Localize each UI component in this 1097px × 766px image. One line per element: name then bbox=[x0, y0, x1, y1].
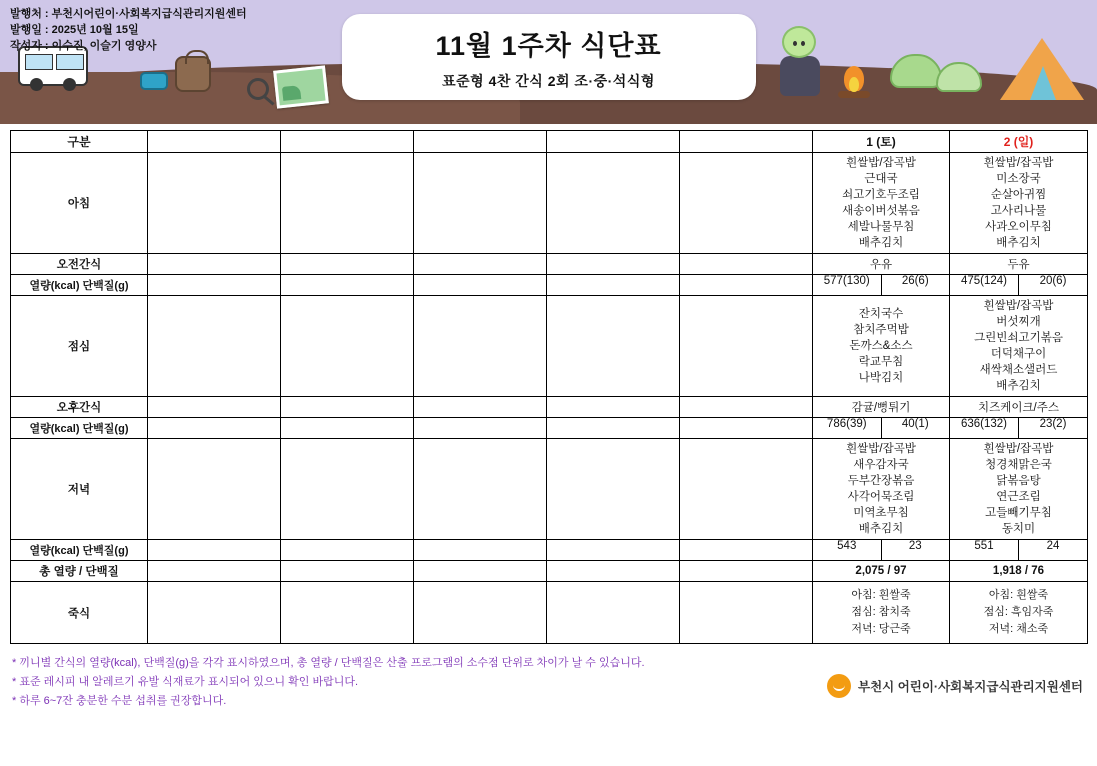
lunch-sunday: 흰쌀밥/잡곡밥 버섯찌개 그린빈쇠고기볶음 더덕채구이 새싹채소샐러드 배추김치 bbox=[950, 296, 1088, 397]
kcal-saturday-dinner bbox=[813, 540, 950, 561]
breakfast-saturday: 흰쌀밥/잡곡밥 근대국 쇠고기호두조림 새송이버섯볶음 세발나물무침 배추김치 bbox=[813, 153, 950, 254]
total-blank-3 bbox=[414, 561, 547, 582]
title-box bbox=[342, 14, 756, 100]
page-title: 11월 1주차 식단표 bbox=[435, 30, 662, 61]
morning-snack-blank-5 bbox=[680, 254, 813, 275]
magnifier-icon bbox=[247, 78, 269, 100]
kcal-blank-3c bbox=[414, 540, 547, 561]
row-total bbox=[11, 561, 1088, 582]
breakfast-blank-4 bbox=[547, 153, 680, 254]
kcal-sunday-breakfast bbox=[950, 275, 1088, 296]
footer-note-1: * 끼니별 간식의 열량(kcal), 단백질(g)을 각각 표시하였으며, 총 열량 / 단백질은 산출 프로그램의 소수점 단위로 차이가 날 수 있습니다. bbox=[12, 657, 645, 669]
campfire-icon bbox=[838, 58, 870, 98]
row-lunch bbox=[11, 296, 1088, 397]
footer-note-2: * 표준 레시피 내 알레르기 유발 식재료가 표시되어 있으니 확인 바랍니다. bbox=[12, 676, 359, 688]
afternoon-snack-blank-3 bbox=[414, 397, 547, 418]
lunch-blank-4 bbox=[547, 296, 680, 397]
breakfast-blank-1 bbox=[148, 153, 281, 254]
page-subtitle: 표준형 4찬 간식 2회 조·중·석식형 bbox=[442, 72, 655, 89]
turtle-icon-1 bbox=[890, 54, 942, 88]
morning-snack-blank-2 bbox=[281, 254, 414, 275]
photo-icon bbox=[273, 65, 329, 108]
kcal-sat-lunch-value: 786(39) bbox=[813, 418, 882, 438]
kcal-blank-3b bbox=[281, 540, 414, 561]
total-blank-5 bbox=[680, 561, 813, 582]
breakfast-blank-3 bbox=[414, 153, 547, 254]
afternoon-snack-blank-5 bbox=[680, 397, 813, 418]
protein-sat-dinner-value: 23 bbox=[908, 540, 922, 552]
afternoon-snack-blank-4 bbox=[547, 397, 680, 418]
row-afternoon-snack bbox=[11, 397, 1088, 418]
morning-snack-blank-3 bbox=[414, 254, 547, 275]
kcal-blank-2a bbox=[148, 418, 281, 439]
row-morning-snack bbox=[11, 254, 1088, 275]
label-afternoon-snack: 오후간식 bbox=[11, 397, 148, 418]
label-dinner: 저녁 bbox=[11, 439, 148, 540]
kcal-saturday-breakfast bbox=[813, 275, 950, 296]
kcal-sun-bf-value: 475(124) bbox=[950, 275, 1019, 295]
water-bottle-icon bbox=[140, 72, 168, 90]
child-illustration bbox=[778, 26, 822, 100]
kcal-sun-lunch-value: 636(132) bbox=[950, 418, 1019, 438]
brand-name: 부천시 어린이·사회복지급식관리지원센터 bbox=[858, 680, 1083, 694]
header-col-blank-5 bbox=[680, 131, 813, 153]
publication-info bbox=[10, 6, 247, 54]
dinner-saturday: 흰쌀밥/잡곡밥 새우감자국 두부간장볶음 사각어묵조림 미역초무침 배추김치 bbox=[813, 439, 950, 540]
dinner-blank-3 bbox=[414, 439, 547, 540]
kcal-blank-1b bbox=[281, 275, 414, 296]
porridge-blank-2 bbox=[281, 582, 414, 644]
porridge-blank-1 bbox=[148, 582, 281, 644]
lunch-saturday: 잔치국수 참치주먹밥 돈까스&소스 락교무침 나박김치 bbox=[813, 296, 950, 397]
morning-snack-saturday: 우유 bbox=[813, 254, 950, 275]
morning-snack-blank-1 bbox=[148, 254, 281, 275]
header-banner bbox=[0, 0, 1097, 124]
kcal-saturday-lunch bbox=[813, 418, 950, 439]
total-sunday: 1,918 / 76 bbox=[950, 561, 1088, 582]
menu-table-wrap bbox=[0, 124, 1097, 644]
row-kcal-lunch bbox=[11, 418, 1088, 439]
label-kcal-protein-1: 열량(kcal) 단백질(g) bbox=[11, 275, 148, 296]
protein-sun-dinner-value: 24 bbox=[1046, 540, 1060, 552]
kcal-blank-2d bbox=[547, 418, 680, 439]
kcal-sunday-dinner bbox=[950, 540, 1088, 561]
porridge-blank-4 bbox=[547, 582, 680, 644]
header-col-sunday: 2 (일) bbox=[950, 131, 1088, 153]
label-kcal-protein-2: 열량(kcal) 단백질(g) bbox=[11, 418, 148, 439]
kcal-blank-1a bbox=[148, 275, 281, 296]
tent-door-icon bbox=[1030, 66, 1056, 100]
porridge-blank-3 bbox=[414, 582, 547, 644]
lunch-blank-3 bbox=[414, 296, 547, 397]
row-porridge bbox=[11, 582, 1088, 644]
afternoon-snack-sunday: 치즈케이크/주스 bbox=[950, 397, 1088, 418]
lunch-blank-5 bbox=[680, 296, 813, 397]
protein-sun-bf-value: 20(6) bbox=[1039, 275, 1067, 287]
total-saturday: 2,075 / 97 bbox=[813, 561, 950, 582]
author-text: 작성자 : 이수진, 이슬기 영양사 bbox=[10, 40, 157, 52]
table-header-row bbox=[11, 131, 1088, 153]
header-col-blank-2 bbox=[281, 131, 414, 153]
porridge-sunday: 아침: 흰쌀죽 점심: 흑임자죽 저녁: 채소죽 bbox=[950, 582, 1088, 644]
row-kcal-dinner bbox=[11, 540, 1088, 561]
label-lunch: 점심 bbox=[11, 296, 148, 397]
issue-date-text: 발행일 : 2025년 10월 15일 bbox=[10, 24, 139, 36]
total-blank-2 bbox=[281, 561, 414, 582]
lunch-blank-1 bbox=[148, 296, 281, 397]
total-blank-1 bbox=[148, 561, 281, 582]
afternoon-snack-blank-1 bbox=[148, 397, 281, 418]
menu-table bbox=[10, 130, 1088, 644]
label-breakfast: 아침 bbox=[11, 153, 148, 254]
turtle-icon-2 bbox=[936, 62, 982, 92]
header-col-blank-4 bbox=[547, 131, 680, 153]
header-col-blank-1 bbox=[148, 131, 281, 153]
kcal-blank-3e bbox=[680, 540, 813, 561]
protein-sat-bf-value: 26(6) bbox=[901, 275, 929, 287]
kcal-sat-bf-value: 577(130) bbox=[813, 275, 882, 295]
dinner-blank-4 bbox=[547, 439, 680, 540]
row-kcal-breakfast bbox=[11, 275, 1088, 296]
kcal-blank-2b bbox=[281, 418, 414, 439]
dinner-blank-2 bbox=[281, 439, 414, 540]
dinner-sunday: 흰쌀밥/잡곡밥 청경채맑은국 닭볶음탕 연근조림 고들빼기무침 동치미 bbox=[950, 439, 1088, 540]
backpack-icon bbox=[175, 56, 211, 92]
morning-snack-sunday: 두유 bbox=[950, 254, 1088, 275]
header-col-blank-3 bbox=[414, 131, 547, 153]
smile-icon bbox=[827, 674, 851, 698]
label-total: 총 열량 / 단백질 bbox=[11, 561, 148, 582]
breakfast-blank-5 bbox=[680, 153, 813, 254]
total-blank-4 bbox=[547, 561, 680, 582]
breakfast-blank-2 bbox=[281, 153, 414, 254]
kcal-blank-1e bbox=[680, 275, 813, 296]
protein-sun-lunch-value: 23(2) bbox=[1039, 418, 1067, 430]
afternoon-snack-blank-2 bbox=[281, 397, 414, 418]
header-col-saturday: 1 (토) bbox=[813, 131, 950, 153]
kcal-blank-1c bbox=[414, 275, 547, 296]
porridge-blank-5 bbox=[680, 582, 813, 644]
dinner-blank-1 bbox=[148, 439, 281, 540]
afternoon-snack-saturday: 감귤/뻥튀기 bbox=[813, 397, 950, 418]
row-dinner bbox=[11, 439, 1088, 540]
kcal-blank-3d bbox=[547, 540, 680, 561]
dinner-blank-5 bbox=[680, 439, 813, 540]
kcal-blank-1d bbox=[547, 275, 680, 296]
label-morning-snack: 오전간식 bbox=[11, 254, 148, 275]
row-breakfast bbox=[11, 153, 1088, 254]
kcal-sunday-lunch bbox=[950, 418, 1088, 439]
protein-sat-lunch-value: 40(1) bbox=[901, 418, 929, 430]
footer bbox=[0, 650, 1097, 724]
publisher-text: 발행처 : 부천시어린이·사회복지급식관리지원센터 bbox=[10, 8, 247, 20]
kcal-sat-dinner-value: 543 bbox=[813, 540, 882, 560]
label-porridge: 죽식 bbox=[11, 582, 148, 644]
footer-note-3: * 하루 6~7잔 충분한 수분 섭취를 권장합니다. bbox=[12, 695, 227, 707]
brand-logo bbox=[827, 674, 1083, 698]
label-kcal-protein-3: 열량(kcal) 단백질(g) bbox=[11, 540, 148, 561]
kcal-sun-dinner-value: 551 bbox=[950, 540, 1019, 560]
breakfast-sunday: 흰쌀밥/잡곡밥 미소장국 순살아귀찜 고사리나물 사과오이무침 배추김치 bbox=[950, 153, 1088, 254]
morning-snack-blank-4 bbox=[547, 254, 680, 275]
kcal-blank-3a bbox=[148, 540, 281, 561]
header-division: 구분 bbox=[11, 131, 148, 153]
kcal-blank-2e bbox=[680, 418, 813, 439]
kcal-blank-2c bbox=[414, 418, 547, 439]
lunch-blank-2 bbox=[281, 296, 414, 397]
porridge-saturday: 아침: 흰쌀죽 점심: 참치죽 저녁: 당근죽 bbox=[813, 582, 950, 644]
